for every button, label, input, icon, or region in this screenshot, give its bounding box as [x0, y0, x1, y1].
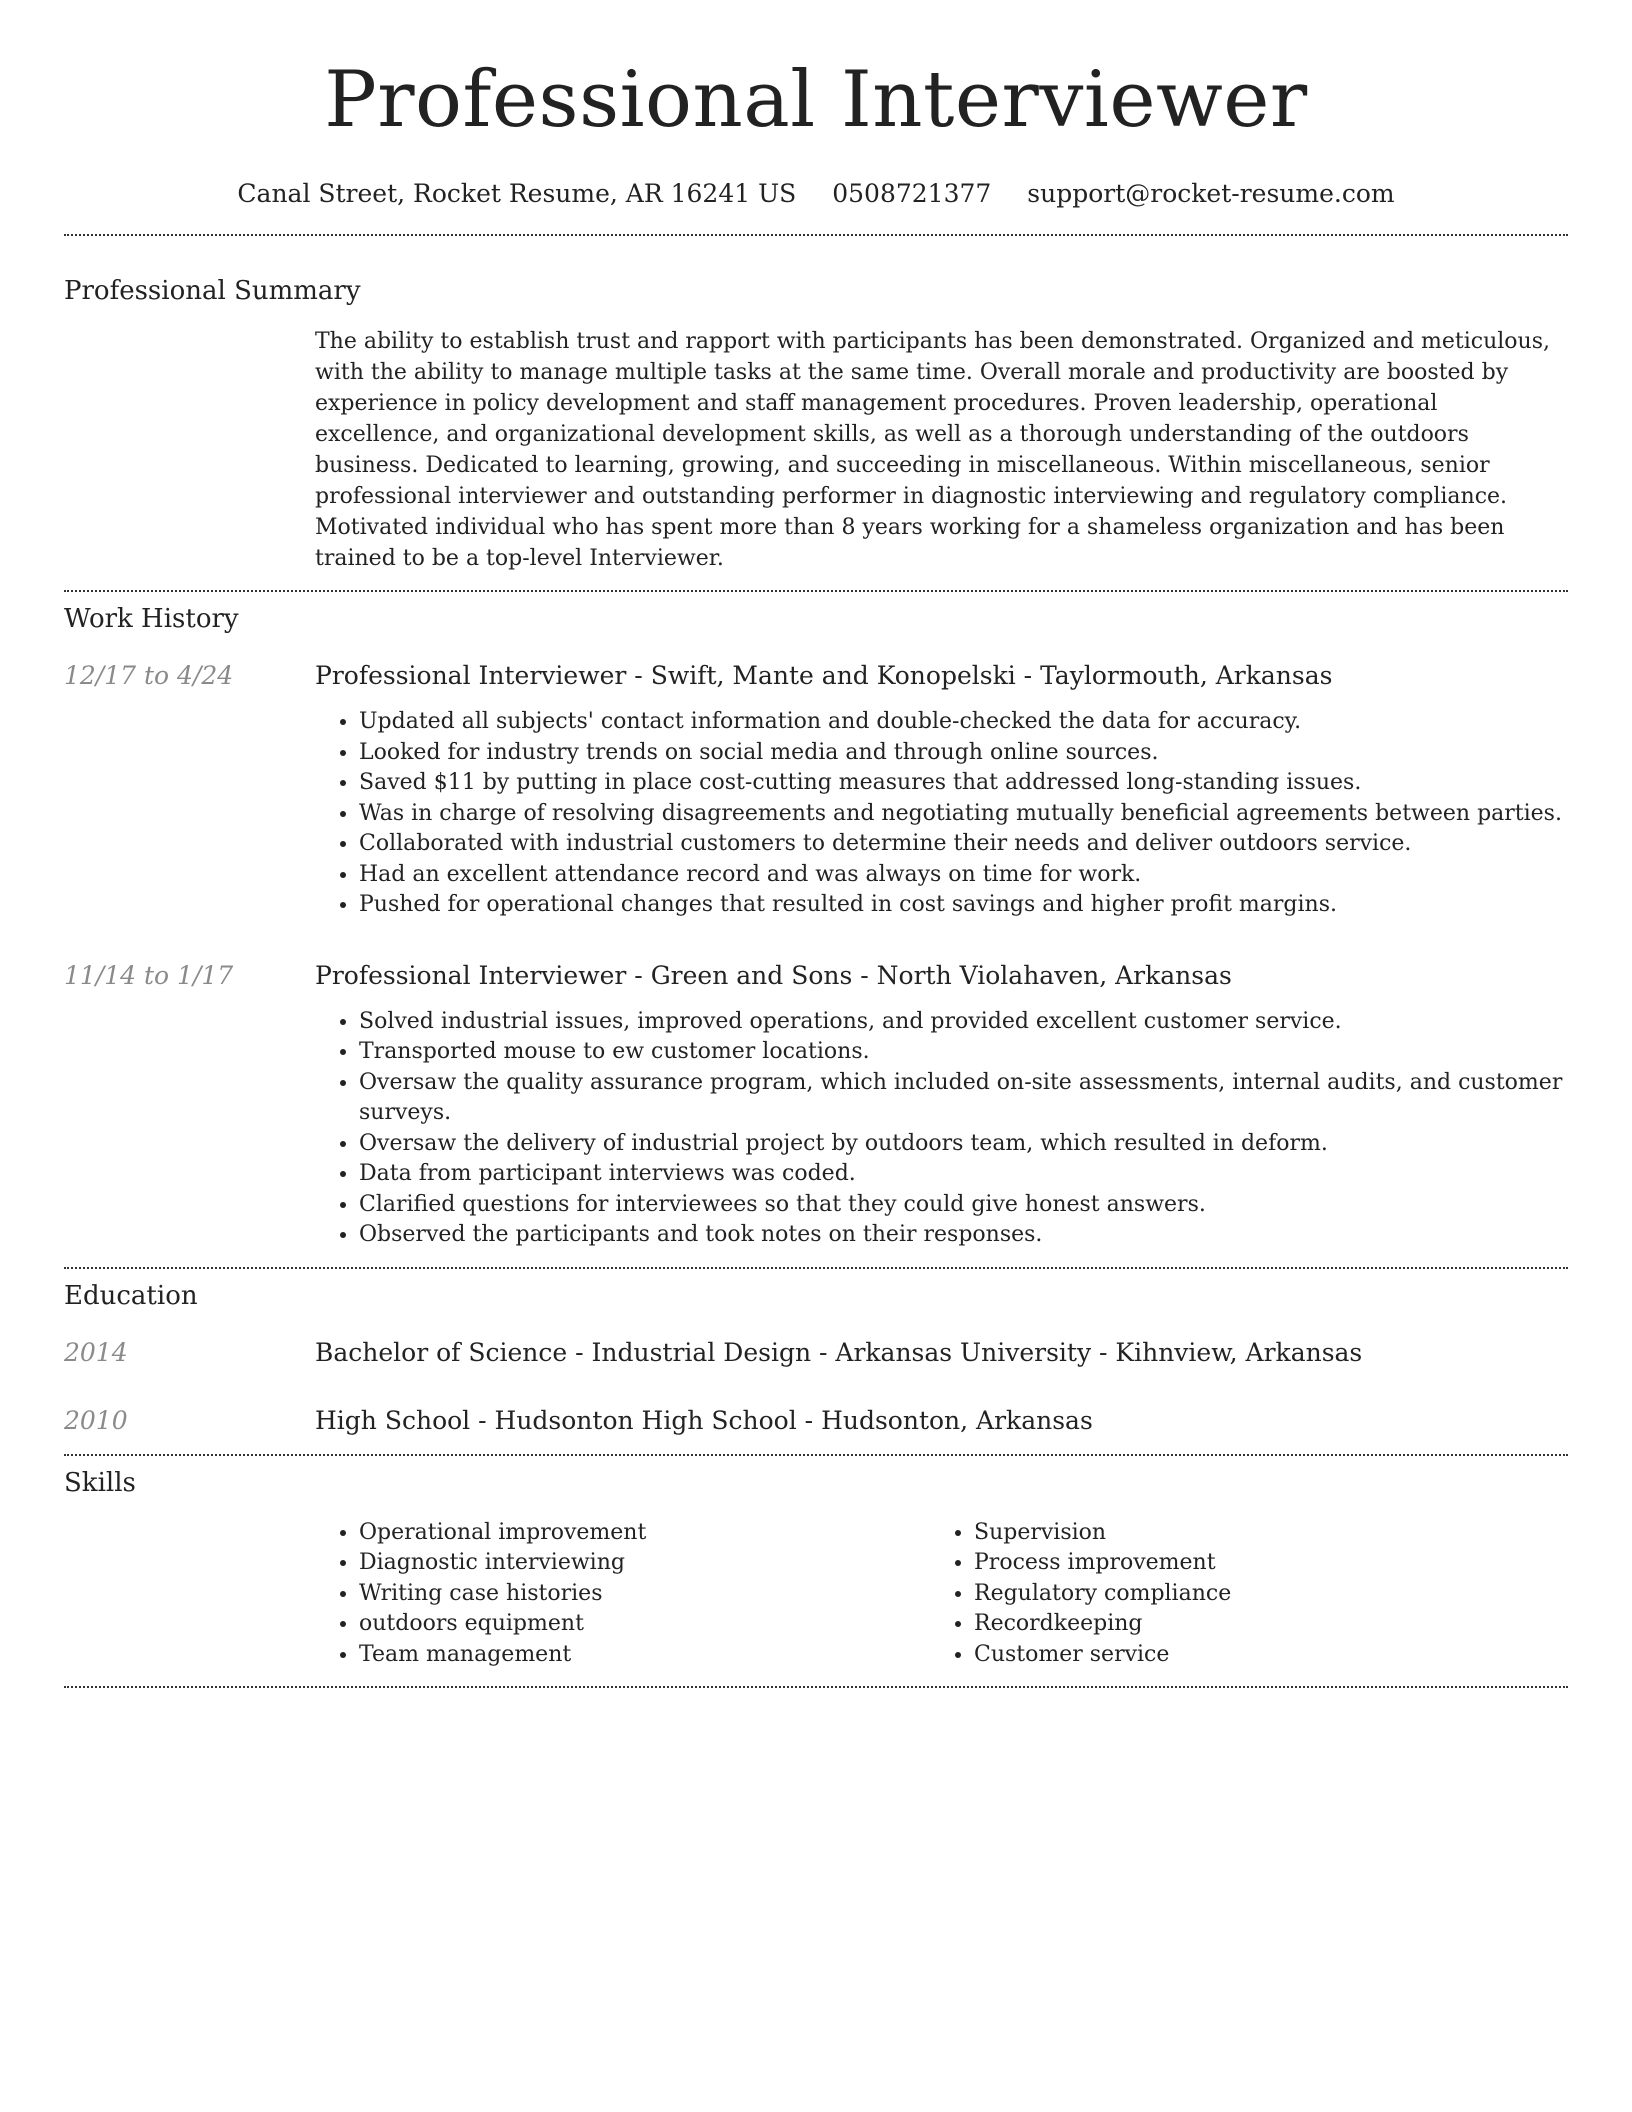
job-bullet: • Observed the participants and took notes on their responses. — [359, 1220, 1568, 1251]
education-body — [315, 1336, 1568, 1370]
job-entry — [64, 659, 1568, 921]
job-bullet: • Looked for industry trends on social media and through online sources. — [359, 738, 1568, 769]
candidate-name: Professional Interviewer — [324, 55, 1308, 145]
skill-item: • outdoors equipment — [359, 1609, 930, 1640]
skill-item: • Writing case histories — [359, 1579, 930, 1610]
job-bullet: • Clarified questions for interviewees so that they could give honest answers. — [359, 1190, 1568, 1221]
education-section — [64, 1269, 1568, 1438]
work-section — [64, 592, 1568, 1251]
job-dates: 12/17 to 4/24 — [64, 661, 234, 690]
job-body — [315, 659, 1568, 921]
education-body — [315, 1404, 1568, 1438]
job-bullet: • Had an excellent attendance record and was always on time for work. — [359, 860, 1568, 891]
job-bullet: • Collaborated with industrial customers to determine their needs and deliver outdoors service. — [359, 829, 1568, 860]
skills-column-right — [930, 1518, 1545, 1671]
skill-item: • Process improvement — [974, 1548, 1545, 1579]
work-heading: Work History — [64, 604, 239, 634]
job-bullet: • Data from participant interviews was coded. — [359, 1159, 1568, 1190]
job-bullet: • Updated all subjects' contact information and double-checked the data for accuracy. — [359, 707, 1568, 738]
resume-header — [64, 0, 1568, 210]
education-year: 2014 — [64, 1337, 128, 1367]
job-bullet: • Oversaw the delivery of industrial project by outdoors team, which resulted in deform. — [359, 1129, 1568, 1160]
contact-email: support@rocket-resume.com — [1027, 179, 1395, 208]
skill-item: • Recordkeeping — [974, 1609, 1545, 1640]
skills-columns — [315, 1518, 1568, 1671]
skills-column-left — [315, 1518, 930, 1671]
skills-section — [64, 1456, 1568, 1671]
skill-item: • Supervision — [974, 1518, 1545, 1549]
skill-item: • Customer service — [974, 1640, 1545, 1671]
job-bullets — [315, 1007, 1568, 1251]
job-bullets — [315, 707, 1568, 921]
contact-phone: 0508721377 — [832, 179, 992, 208]
job-body — [315, 959, 1568, 1251]
skills-list — [315, 1518, 930, 1671]
job-entry — [64, 959, 1568, 1251]
job-bullet: • Oversaw the quality assurance program, which included on-site assessments, internal audits, and customer surveys. — [359, 1068, 1568, 1129]
skills-heading: Skills — [64, 1467, 136, 1498]
contact-address: Canal Street, Rocket Resume, AR 16241 US — [237, 179, 797, 208]
contact-line — [64, 178, 1568, 210]
education-entry — [64, 1404, 1568, 1438]
education-entry — [64, 1336, 1568, 1370]
job-bullet: • Saved $11 by putting in place cost-cutting measures that addressed long-standing issues. — [359, 768, 1568, 799]
education-degree: Bachelor of Science - Industrial Design - Arkansas University - Kihnview, Arkansas — [315, 1337, 1363, 1367]
job-dates: 11/14 to 1/17 — [64, 960, 234, 990]
education-heading: Education — [64, 1280, 198, 1311]
skill-item: • Regulatory compliance — [974, 1579, 1545, 1610]
job-bullet: • Solved industrial issues, improved operations, and provided excellent customer service. — [359, 1007, 1568, 1038]
skill-item: • Operational improvement — [359, 1518, 930, 1549]
divider — [64, 1686, 1568, 1688]
education-year: 2010 — [64, 1405, 128, 1435]
skill-item: • Diagnostic interviewing — [359, 1548, 930, 1579]
job-bullet: • Transported mouse to ew customer locations. — [359, 1037, 1568, 1068]
skill-item: • Team management — [359, 1640, 930, 1671]
job-title: Professional Interviewer - Swift, Mante and Konopelski - Taylormouth, Arkansas — [315, 661, 1333, 690]
summary-text: The ability to establish trust and rapport with participants has been demonstrated. Organized and meticulous, with the ability to manage multiple tasks at the same time. Overall morale and productivity are boosted by experience in policy development and staff management procedures. Proven leadership, operational excellence, and organizational development skills, as well as a thorough understanding of the outdoors business. Dedicated to learning, growing, and succeeding in miscellaneous. Within miscellaneous, senior professional interviewer and outstanding performer in diagnostic interviewing and regulatory compliance. Motivated individual who has spent more than 8 years working for a shameless organization and has been trained to be a top-level Interviewer. — [315, 329, 1551, 571]
job-title: Professional Interviewer - Green and Sons - North Violahaven, Arkansas — [315, 960, 1232, 990]
job-bullet: • Pushed for operational changes that resulted in cost savings and higher profit margins. — [359, 890, 1568, 921]
summary-heading: Professional Summary — [64, 276, 361, 306]
skills-list — [930, 1518, 1545, 1671]
job-bullet: • Was in charge of resolving disagreements and negotiating mutually beneficial agreements between parties. — [359, 799, 1568, 830]
summary-section — [64, 236, 1568, 574]
education-degree: High School - Hudsonton High School - Hudsonton, Arkansas — [315, 1405, 1093, 1435]
